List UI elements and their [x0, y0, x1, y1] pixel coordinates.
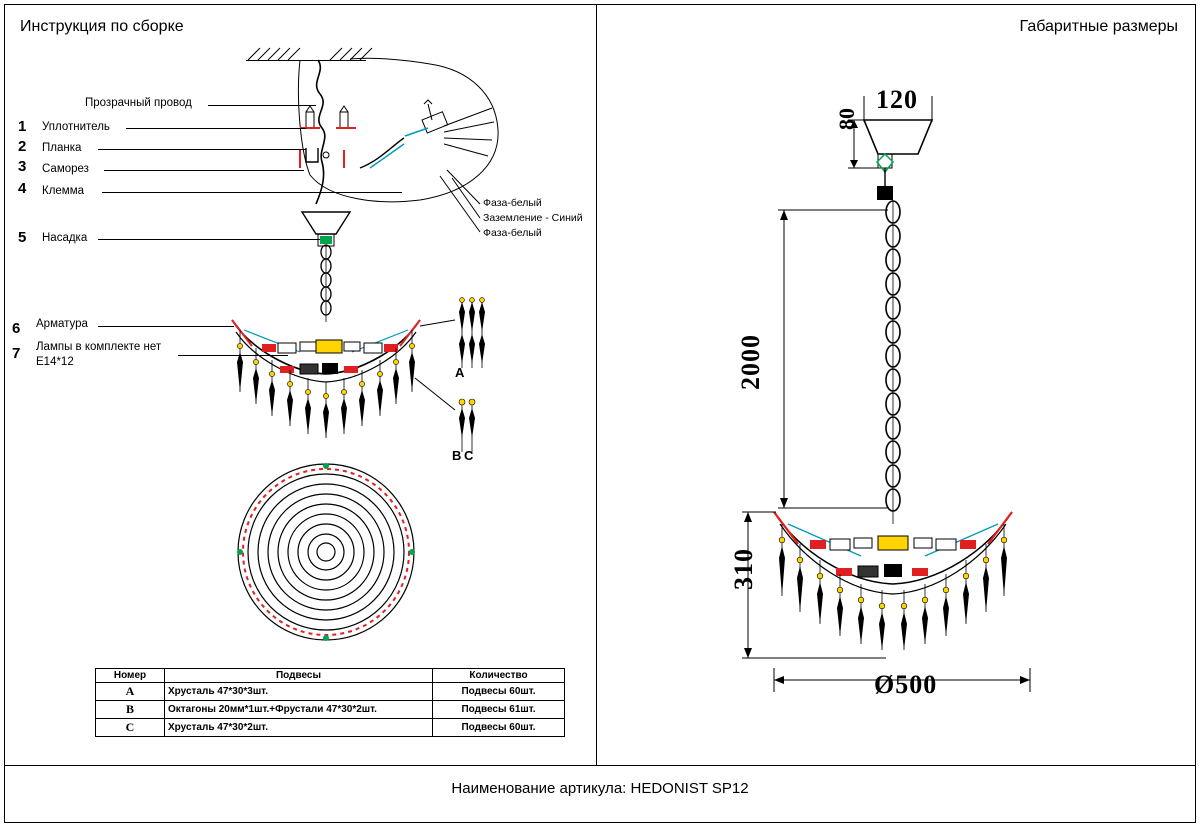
part-number-7: 7: [12, 345, 21, 362]
pendant-group-a-label: A: [455, 365, 465, 380]
table-cell-desc: Хрусталь 47*30*3шт.: [165, 683, 433, 701]
table-cell-id: A: [96, 683, 165, 701]
leader-1: [126, 128, 306, 129]
wire-callout-phase-white-2: Фаза-белый: [483, 227, 542, 239]
article-name-footer: Наименование артикула: HEDONIST SP12: [451, 780, 749, 797]
table-row: [96, 683, 565, 701]
assembly-graphics: [0, 0, 596, 765]
part-number-2: 2: [18, 138, 27, 155]
pendant-group-c-label: C: [464, 448, 474, 463]
part-number-5: 5: [18, 229, 27, 246]
title-overall-dimensions: Габаритные размеры: [1019, 18, 1178, 35]
table-row: [96, 719, 565, 737]
part-label-4: Клемма: [42, 185, 85, 197]
lamp-spec-label: E14*12: [36, 356, 74, 368]
table-header-quantity: Количество: [433, 669, 565, 683]
leader-wire: [208, 105, 316, 106]
table-cell-id: C: [96, 719, 165, 737]
dimensions-diagram: [596, 0, 1200, 765]
table-cell-desc: Хрусталь 47*30*2шт.: [165, 719, 433, 737]
part-number-1: 1: [18, 118, 27, 135]
part-number-4: 4: [18, 180, 27, 197]
table-header-number: Номер: [96, 669, 165, 683]
leader-3: [104, 170, 304, 171]
part-number-3: 3: [18, 158, 27, 175]
table-cell-qty: Подвесы 60шт.: [433, 719, 565, 737]
wire-label: Прозрачный провод: [85, 97, 192, 109]
table-header-pendants: Подвесы: [165, 669, 433, 683]
part-label-6: Арматура: [36, 318, 88, 330]
pendant-group-b-label: B: [452, 448, 462, 463]
leader-6: [98, 326, 234, 327]
leader-2: [98, 149, 306, 150]
pendant-table: [95, 668, 565, 737]
dimension-canopy-height: 80: [834, 108, 859, 130]
table-cell-qty: Подвесы 61шт.: [433, 701, 565, 719]
table-cell-id: B: [96, 701, 165, 719]
dimension-canopy-width: 120: [876, 85, 918, 114]
horizontal-divider: [5, 765, 1195, 766]
title-assembly-instruction: Инструкция по сборке: [20, 18, 184, 35]
part-label-3: Саморез: [42, 163, 89, 175]
table-cell-qty: Подвесы 60шт.: [433, 683, 565, 701]
leader-7: [178, 355, 288, 356]
part-number-6: 6: [12, 320, 21, 337]
table-header-row: [96, 669, 565, 683]
table-cell-desc: Октагоны 20мм*1шт.+Фрустали 47*30*2шт.: [165, 701, 433, 719]
leader-5: [98, 239, 320, 240]
wire-callout-phase-white-1: Фаза-белый: [483, 197, 542, 209]
leader-4: [102, 192, 402, 193]
dimension-body-height: 310: [729, 548, 758, 590]
table-row: [96, 701, 565, 719]
dimension-chain-length: 2000: [736, 334, 765, 390]
assembly-diagram: [0, 0, 596, 765]
part-label-5: Насадка: [42, 232, 88, 244]
part-label-2: Планка: [42, 142, 82, 154]
dimension-diameter: Ø500: [874, 670, 938, 699]
wire-callout-ground-blue: Заземление - Синий: [483, 212, 583, 224]
part-label-1: Уплотнитель: [42, 121, 110, 133]
part-label-7: Лампы в комплекте нет: [36, 341, 162, 353]
